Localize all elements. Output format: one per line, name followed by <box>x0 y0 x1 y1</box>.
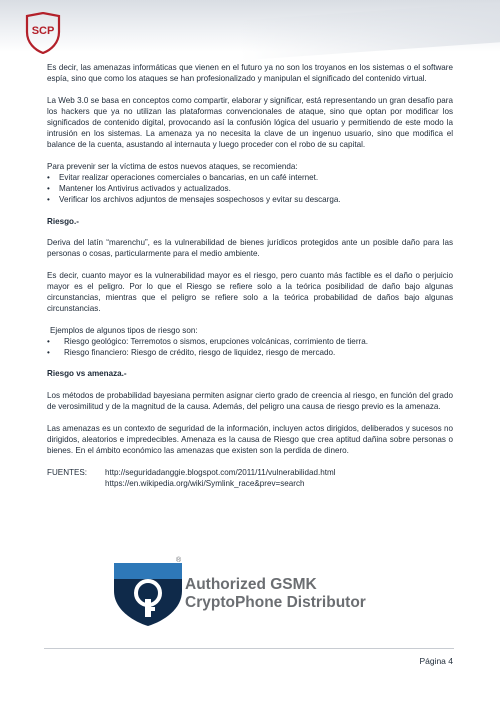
logo-text: SCP <box>31 25 55 37</box>
sources-label: FUENTES: <box>47 467 88 477</box>
paragraph: Es decir, las amenazas informáticas que vienen en el futuro ya no son los troyanos en los sistemas o el software espía, sino que como los ataques se han profesionalizado y manipulan el significado del contenido virtual. <box>47 63 453 84</box>
badge-title: Authorized GSMK <box>185 576 317 593</box>
risk-examples-list <box>47 336 453 358</box>
sources-list <box>105 467 336 489</box>
paragraph: Para prevenir ser la víctima de estos nuevos ataques, se recomienda: <box>47 161 298 171</box>
paragraph: Las amenazas es un contexto de seguridad de la información, incluyen actos dirigidos, deliberados y sucesos no dirigidos, aleatorios e impredecibles. Amenaza es la causa de Riesgo que crea aptitud dañina sobre personas o bienes. En el ámbito económico las amenazas que existen son la perdida de dinero. <box>47 423 453 455</box>
bullet-icon: • <box>47 194 50 204</box>
cryptophone-shield-icon <box>112 557 184 627</box>
section-heading: Riesgo.- <box>47 216 79 226</box>
list-item <box>47 347 453 358</box>
document-body <box>47 62 453 489</box>
list-item <box>47 183 453 194</box>
list-item <box>47 194 453 205</box>
list-item-text: Mantener los Antivirus activados y actualizados. <box>59 183 231 193</box>
list-item <box>47 336 453 347</box>
paragraph: Los métodos de probabilidad bayesiana permiten asignar cierto grado de creencia al riesgo, en función del grado de verosimilitud y de la magnitud de la causa. Además, del peligro una causa de riesgo previo es la amenaza. <box>47 391 453 412</box>
source-link[interactable]: http://seguridadanggie.blogspot.com/2011/11/vulnerabilidad.html <box>105 467 336 477</box>
list-item <box>47 172 453 183</box>
list-item-text: Riesgo geológico: Terremotos o sismos, erupciones volcánicas, corrimiento de tierra. <box>64 336 368 346</box>
paragraph: Deriva del latín “marenchu”, es la vulnerabilidad de bienes jurídicos protegidos ante un posible daño para las personas o cosas, particularmente para el medio ambiente. <box>47 238 453 259</box>
list-item-text: Riesgo financiero: Riesgo de crédito, riesgo de liquidez, riesgo de mercado. <box>64 347 336 357</box>
page-number: Página 4 <box>419 656 453 666</box>
badge-subtitle: CryptoPhone Distributor <box>185 594 366 611</box>
paragraph: La Web 3.0 se basa en conceptos como compartir, elaborar y significar, está representando un gran desafío para los hackers que ya no utilizan las plataformas convencionales de ataque, sino que optan por modificar los significados de contenido digital, provocando así la confusión lógica del usuario y permitiendo de este modo la intrusión en los sistemas. La amenaza ya no necesita la clave de un ingenuo usuario, sino que modifica el balance de la cuenta, asustando al internauta y luego proceder con el robo de su capital. <box>47 95 453 150</box>
source-link[interactable]: https://en.wikipedia.org/wiki/Symlink_race&prev=search <box>105 478 305 488</box>
bullet-icon: • <box>47 172 50 182</box>
bullet-icon: • <box>47 347 50 357</box>
list-item-text: Evitar realizar operaciones comerciales o bancarias, en un café internet. <box>59 172 319 182</box>
list-item-text: Verificar los archivos adjuntos de mensajes sospechosos y evitar su descarga. <box>59 194 341 204</box>
bullet-icon: • <box>47 336 50 346</box>
section-heading: Riesgo vs amenaza.- <box>47 369 127 379</box>
footer-divider <box>44 648 454 649</box>
registered-mark: ® <box>176 557 182 564</box>
paragraph: Ejemplos de algunos tipos de riesgo son: <box>50 325 198 335</box>
bullet-icon: • <box>47 183 50 193</box>
sources-block <box>47 467 453 489</box>
paragraph: Es decir, cuanto mayor es la vulnerabilidad mayor es el riesgo, pero cuanto más factible es el daño o perjuicio mayor es el peligro. Por lo que el Riesgo se refiere solo a la teórica posibilidad de daño bajo algunas circunstancias, mientras que el peligro se refiere solo a la teórica probabilidad de daños bajo algunas circunstancias. <box>47 270 453 314</box>
gsmk-badge <box>112 557 382 627</box>
recommendations-list <box>47 172 453 205</box>
page-header <box>0 0 500 60</box>
scp-logo <box>24 12 62 54</box>
